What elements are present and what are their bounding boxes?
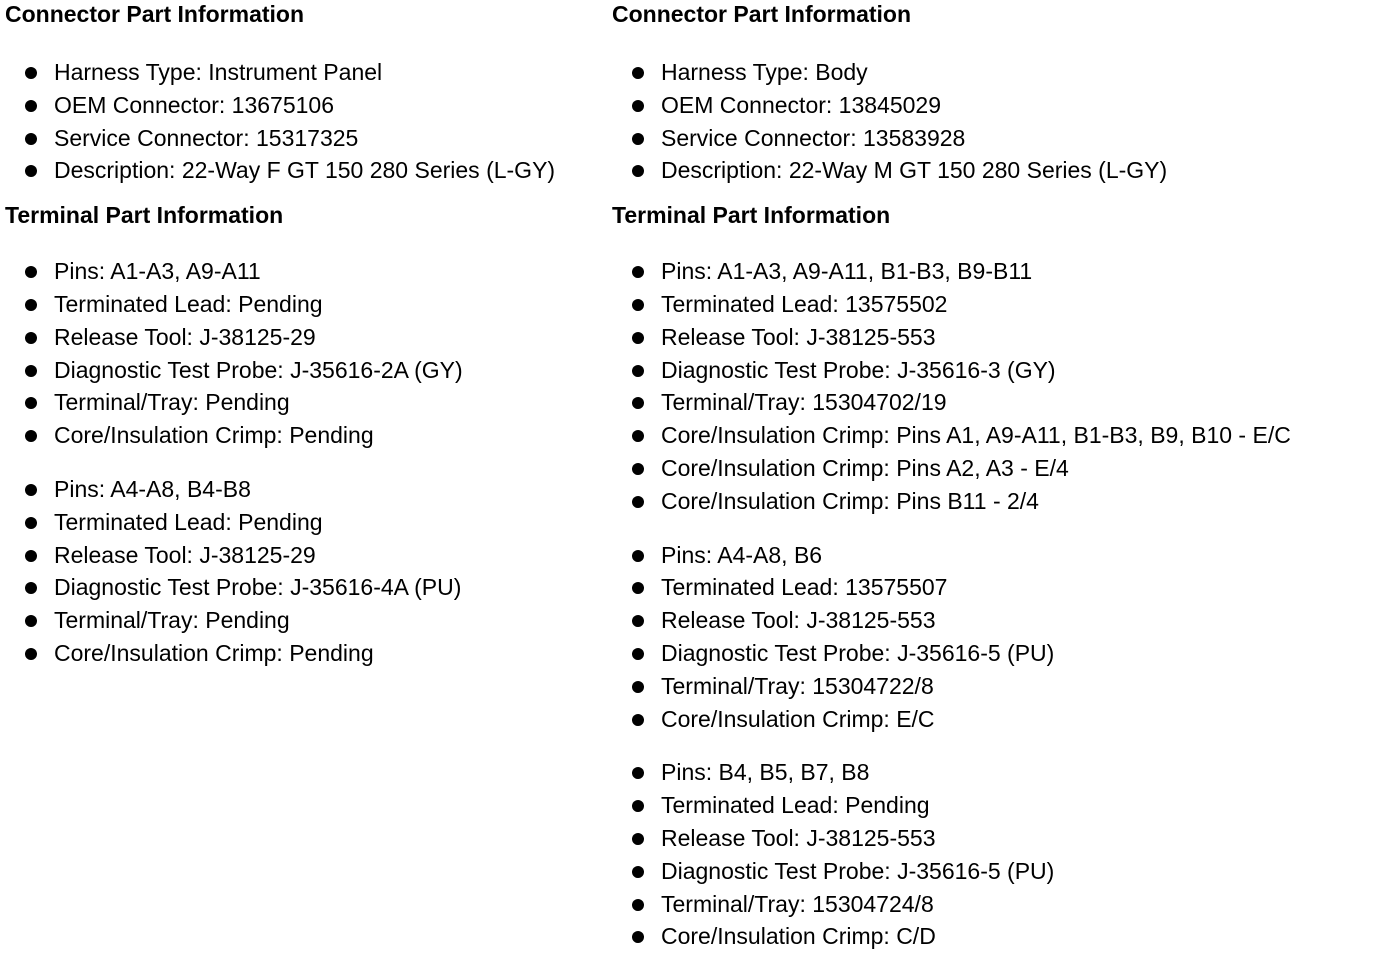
list-item [612, 822, 1372, 855]
list-item-text: Core/Insulation Crimp: Pins B11 - 2/4 [661, 487, 1039, 514]
bullet-icon [25, 550, 37, 562]
list-item-text: Description: 22-Way M GT 150 280 Series (L-GY) [661, 157, 1168, 184]
bullet-icon [632, 100, 644, 112]
list-item [5, 154, 605, 187]
list-item [5, 539, 605, 572]
bullet-icon [25, 517, 37, 529]
connector-part-heading: Connector Part Information [5, 1, 305, 27]
bullet-icon [632, 681, 644, 693]
list-item-text: Terminated Lead: Pending [54, 290, 323, 317]
list-item [612, 354, 1372, 387]
bullet-icon [632, 397, 644, 409]
list-item-text: Core/Insulation Crimp: Pending [54, 639, 374, 666]
list-item [612, 637, 1372, 670]
list-item [5, 56, 605, 89]
bullet-icon [25, 133, 37, 145]
bullet-icon [632, 463, 644, 475]
bullet-icon [632, 899, 644, 911]
list-item-text: Core/Insulation Crimp: E/C [661, 705, 935, 732]
list-item-text: Harness Type: Body [661, 59, 868, 85]
terminal-group-list [612, 255, 1372, 517]
list-item [612, 255, 1372, 288]
list-item-text: OEM Connector: 13675106 [54, 91, 335, 118]
list-item-text: Core/Insulation Crimp: Pending [54, 422, 374, 449]
bullet-icon [25, 332, 37, 344]
list-item-text: OEM Connector: 13845029 [661, 91, 942, 118]
list-item-text: Terminated Lead: Pending [661, 792, 930, 819]
list-item [612, 321, 1372, 354]
bullet-icon [25, 165, 37, 177]
terminal-part-heading: Terminal Part Information [612, 202, 891, 229]
list-item [612, 386, 1372, 419]
list-item-text: Release Tool: J-38125-553 [661, 824, 936, 851]
bullet-icon [632, 365, 644, 377]
list-item [5, 122, 605, 155]
list-item [612, 452, 1372, 485]
bullet-icon [632, 299, 644, 311]
list-item-text: Description: 22-Way F GT 150 280 Series (L-GY) [54, 157, 556, 184]
list-item-text: Core/Insulation Crimp: Pins A1, A9-A11, B1-B3, B9, B10 - E/C [661, 422, 1291, 449]
list-item-text: Service Connector: 13583928 [661, 124, 966, 151]
bullet-icon [632, 866, 644, 878]
bullet-icon [632, 165, 644, 177]
list-item-text: Pins: A1-A3, A9-A11, B1-B3, B9-B11 [661, 258, 1033, 285]
list-item [5, 255, 605, 288]
list-item-text: Core/Insulation Crimp: Pins A2, A3 - E/4 [661, 454, 1069, 481]
bullet-icon [632, 496, 644, 508]
list-item [5, 473, 605, 506]
list-item [612, 539, 1372, 572]
connector-part-list [5, 56, 605, 187]
bullet-icon [25, 397, 37, 409]
list-item-text: Terminal/Tray: Pending [54, 607, 290, 634]
list-item-text: Terminal/Tray: 15304702/19 [661, 389, 947, 416]
bullet-icon [25, 484, 37, 496]
list-item-text: Harness Type: Instrument Panel [54, 59, 383, 85]
list-item-text: Terminated Lead: Pending [54, 508, 323, 535]
list-item [612, 604, 1372, 637]
terminal-group-list [5, 473, 605, 670]
list-item-text: Terminal/Tray: 15304722/8 [661, 672, 934, 699]
bullet-icon [25, 266, 37, 278]
bullet-icon [632, 430, 644, 442]
connector-part-heading: Connector Part Information [612, 1, 912, 27]
list-item [612, 485, 1372, 518]
bullet-icon [632, 67, 644, 79]
list-item-text: Pins: A4-A8, B4-B8 [54, 475, 251, 502]
list-item-text: Terminal/Tray: 15304724/8 [661, 890, 934, 917]
bullet-icon [632, 550, 644, 562]
list-item [612, 670, 1372, 703]
list-item-text: Release Tool: J-38125-29 [54, 541, 316, 568]
bullet-icon [25, 299, 37, 311]
list-item [5, 419, 605, 452]
list-item [612, 56, 1372, 89]
list-item-text: Diagnostic Test Probe: J-35616-4A (PU) [54, 574, 462, 601]
list-item-text: Terminated Lead: 13575507 [661, 574, 948, 601]
bullet-icon [632, 833, 644, 845]
list-item [612, 703, 1372, 736]
bullet-icon [25, 582, 37, 594]
bullet-icon [25, 615, 37, 627]
bullet-icon [632, 714, 644, 726]
bullet-icon [632, 266, 644, 278]
bullet-icon [25, 100, 37, 112]
connector-part-list [612, 56, 1372, 187]
bullet-icon [632, 332, 644, 344]
bullet-icon [25, 67, 37, 79]
list-item [612, 855, 1372, 888]
list-item [612, 888, 1372, 921]
list-item [612, 789, 1372, 822]
bullet-icon [25, 648, 37, 660]
list-item-text: Pins: A1-A3, A9-A11 [54, 258, 261, 285]
list-item-text: Terminal/Tray: Pending [54, 389, 290, 416]
bullet-icon [632, 767, 644, 779]
list-item [5, 637, 605, 670]
list-item [612, 154, 1372, 187]
bullet-icon [632, 800, 644, 812]
terminal-group-list [5, 255, 605, 452]
list-item-text: Release Tool: J-38125-553 [661, 607, 936, 634]
list-item [5, 571, 605, 604]
list-item [612, 89, 1372, 122]
list-item [5, 288, 605, 321]
list-item-text: Diagnostic Test Probe: J-35616-5 (PU) [661, 857, 1055, 884]
bullet-icon [632, 931, 644, 943]
list-item-text: Diagnostic Test Probe: J-35616-3 (GY) [661, 356, 1056, 383]
bullet-icon [632, 133, 644, 145]
list-item-text: Pins: B4, B5, B7, B8 [661, 759, 870, 786]
list-item-text: Service Connector: 15317325 [54, 124, 359, 151]
terminal-group-list [612, 756, 1372, 953]
list-item [5, 506, 605, 539]
list-item [612, 122, 1372, 155]
list-item-text: Core/Insulation Crimp: C/D [661, 923, 936, 950]
list-item [612, 756, 1372, 789]
list-item-text: Terminated Lead: 13575502 [661, 290, 948, 317]
terminal-group-list [612, 539, 1372, 736]
list-item [612, 288, 1372, 321]
list-item [5, 604, 605, 637]
list-item [5, 89, 605, 122]
terminal-part-heading: Terminal Part Information [5, 202, 284, 229]
right-column [612, 0, 1372, 953]
bullet-icon [25, 365, 37, 377]
list-item-text: Pins: A4-A8, B6 [661, 541, 823, 568]
list-item [612, 419, 1372, 452]
left-column [5, 0, 605, 670]
bullet-icon [632, 615, 644, 627]
bullet-icon [25, 430, 37, 442]
list-item-text: Release Tool: J-38125-29 [54, 323, 316, 350]
list-item [5, 354, 605, 387]
bullet-icon [632, 582, 644, 594]
list-item [612, 920, 1372, 953]
list-item [5, 321, 605, 354]
list-item [612, 571, 1372, 604]
list-item-text: Release Tool: J-38125-553 [661, 323, 936, 350]
list-item [5, 386, 605, 419]
bullet-icon [632, 648, 644, 660]
list-item-text: Diagnostic Test Probe: J-35616-2A (GY) [54, 356, 463, 383]
list-item-text: Diagnostic Test Probe: J-35616-5 (PU) [661, 639, 1055, 666]
